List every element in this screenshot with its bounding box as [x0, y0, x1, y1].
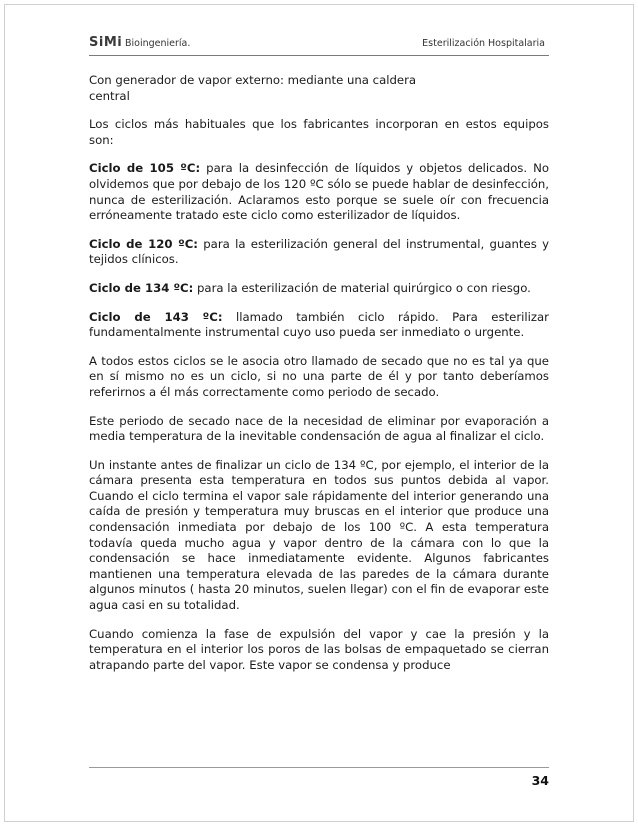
page-header: [89, 35, 549, 56]
paragraph-drying-cycle: A todos estos ciclos se le asocia otro llamado de secado que no es tal ya que en sí mismo no es un ciclo, si no una parte de él y por tanto deberíamos referirnos a él más correctamente como periodo de secado.: [89, 353, 549, 399]
paragraph-generator: Con generador de vapor externo: mediante una caldera central: [89, 73, 417, 103]
paragraph-vapor-expulsion: Cuando comienza la fase de expulsión del vapor y cae la presión y la temperatura en el interior los poros de las bolsas de empaquetado se cierran atrapando parte del vapor. Este vapor se condensa y produce: [89, 626, 549, 672]
paragraph-cycle-120: [89, 237, 549, 268]
paragraph-cycles-intro: Los ciclos más habituales que los fabricantes incorporan en estos equipos son:: [89, 117, 549, 147]
cycle-143-label: Ciclo de 143 ºC:: [89, 309, 223, 324]
cycle-105-label: Ciclo de 105 ºC:: [89, 161, 201, 176]
cycle-120-label: Ciclo de 120 ºC:: [89, 236, 198, 251]
cycle-120-text: para la esterilización general del instrumental, guantes y tejidos clínicos.: [89, 236, 549, 267]
header-right-text: Esterilización Hospitalaria: [422, 38, 545, 49]
paragraph-cycle-143: [89, 310, 549, 341]
header-left-text: Bioingeniería.: [125, 38, 191, 49]
paragraph-cycle-105: [89, 161, 549, 223]
cycle-143-text: llamado también ciclo rápido. Para esterilizar fundamentalmente instrumental cuyo uso pueda ser inmediato o urgente.: [89, 309, 549, 340]
footer-divider: [89, 767, 549, 768]
page-number: 34: [531, 773, 549, 788]
simi-logo: SiMi: [89, 35, 123, 50]
cycle-134-label: Ciclo de 134 ºC:: [89, 280, 194, 295]
cycle-134-text: para la esterilización de material quirúrgico o con riesgo.: [193, 280, 531, 295]
page-content: [89, 73, 549, 686]
paragraph-chamber-temperature: Un instante antes de finalizar un ciclo de 134 ºC, por ejemplo, el interior de la cámara presenta esta temperatura en todos sus puntos debida al vapor. Cuando el ciclo termina el vapor sale rápidamente del interior generando una caída de presión y temperatura muy bruscas en el interior que produce una condensación inmediata por debajo de los 100 ºC. A esta temperatura todavía queda mucho agua y vapor dentro de la cámara con lo que la condensación se hace inmediatamente evidente. Algunos fabricantes mantienen una temperatura elevada de las paredes de la cámara durante algunos minutos ( hasta 20 minutos, suelen llegar) con el fin de evaporar este agua casi en su totalidad.: [89, 457, 549, 613]
paragraph-cycle-134: [89, 281, 549, 297]
cycle-105-text: para la desinfección de líquidos y objetos delicados. No olvidemos que por debajo de los 120 ºC sólo se puede hablar de desinfección, nunca de esterilización. Aclaramos esto porque se suele oír con frecuencia erróneamente tratado este ciclo como esterilizador de líquidos.: [89, 161, 549, 223]
paragraph-drying-period: Este periodo de secado nace de la necesidad de eliminar por evaporación a media temperatura de la inevitable condensación de agua al finalizar el ciclo.: [89, 413, 549, 444]
